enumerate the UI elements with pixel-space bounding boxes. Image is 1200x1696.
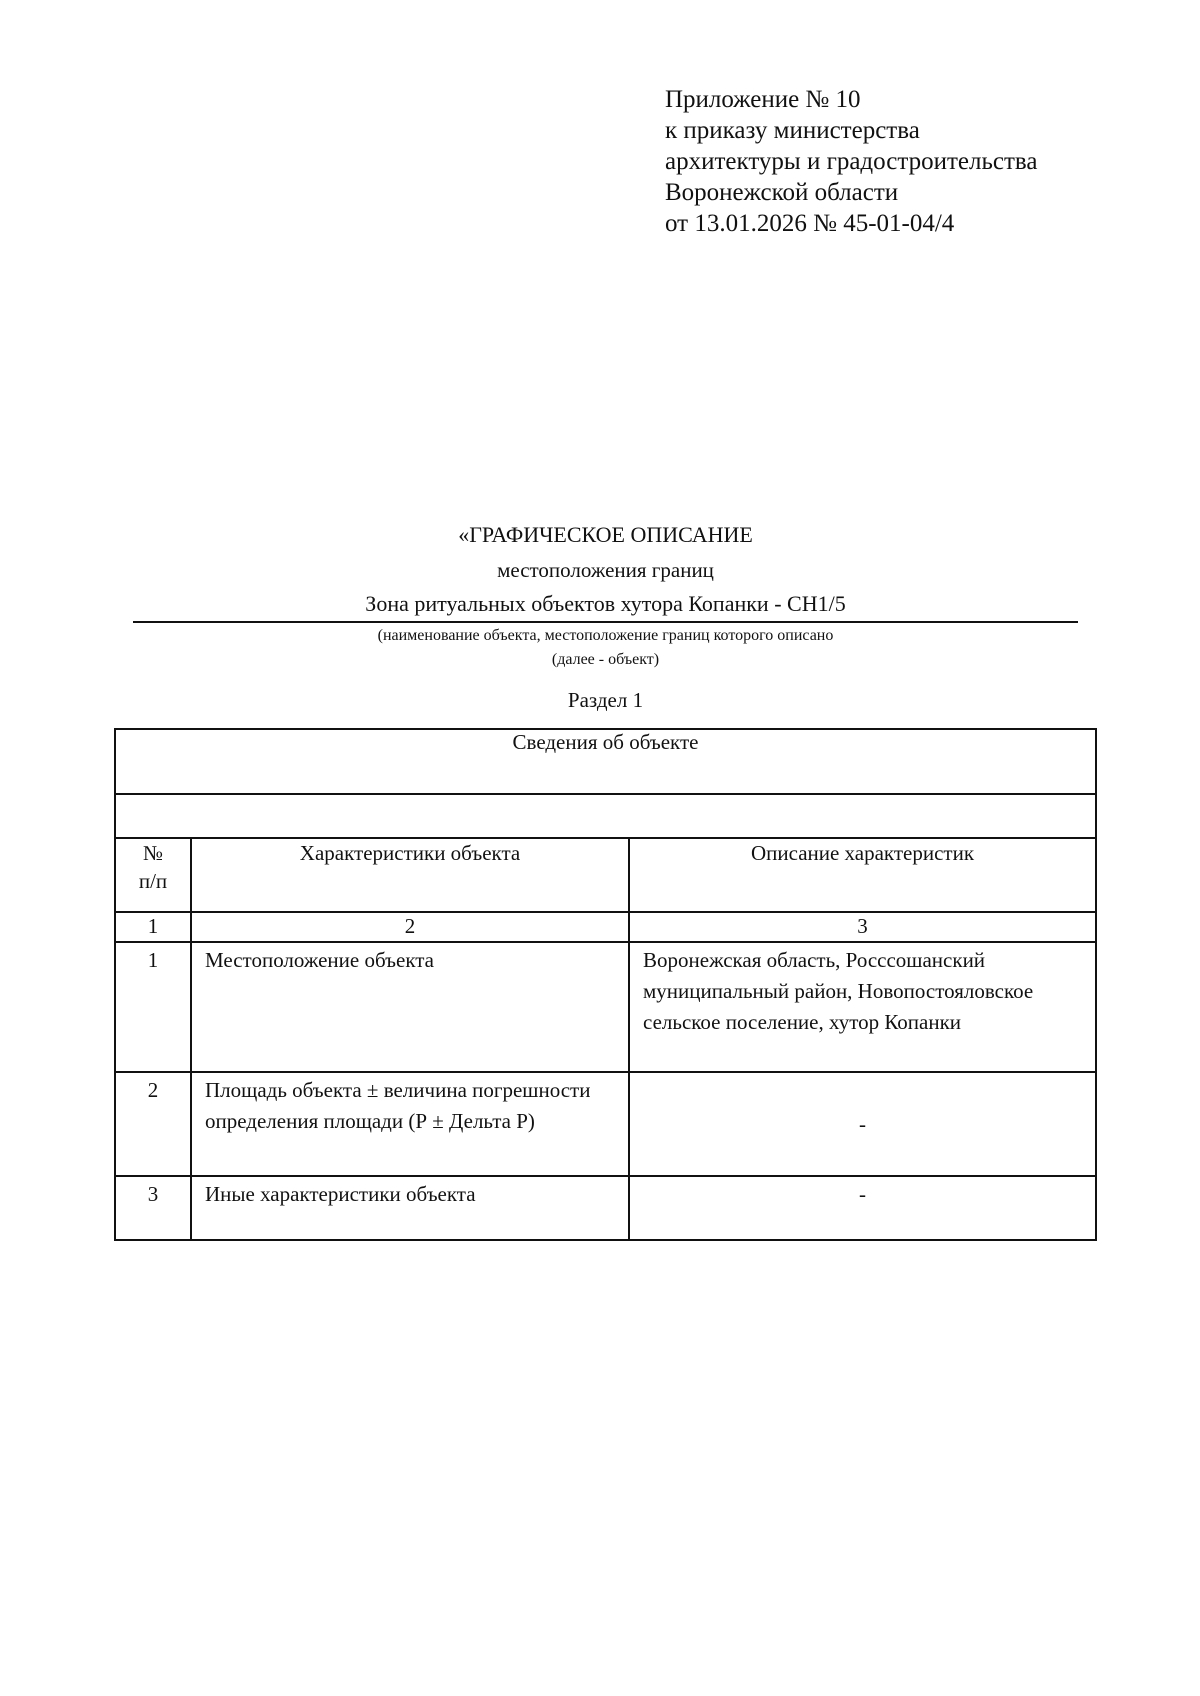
row-number: 2: [115, 1072, 191, 1176]
table-row: [115, 1072, 1096, 1176]
object-info-table: [114, 728, 1097, 1241]
column-number: 3: [629, 912, 1096, 942]
appendix-line: Воронежской области: [665, 179, 899, 206]
appendix-block: [665, 84, 1037, 239]
column-number: 2: [191, 912, 629, 942]
row-number: 3: [115, 1176, 191, 1240]
document-subtitle: местоположения границ: [497, 558, 714, 582]
column-number-row: [115, 912, 1096, 942]
table-heading: Сведения об объекте: [115, 729, 1096, 794]
table-row: [115, 1176, 1096, 1240]
column-header-description: Описание характеристик: [629, 838, 1096, 912]
empty-cell: [115, 794, 1096, 838]
table-heading-row: [115, 729, 1096, 794]
caption-line: (далее - объект): [551, 651, 660, 668]
table-row: [115, 942, 1096, 1072]
column-header-characteristic: Характеристики объекта: [191, 838, 629, 912]
num-header-line: №: [142, 841, 164, 865]
row-description: -: [629, 1176, 1096, 1240]
column-number: 1: [115, 912, 191, 942]
object-name: Зона ритуальных объектов хутора Копанки - СН1/5: [133, 590, 1078, 623]
num-header-line: п/п: [138, 869, 168, 893]
appendix-line: от 13.01.2026 № 45-01-04/4: [665, 210, 955, 237]
object-caption: [133, 624, 1078, 672]
caption-line: (наименование объекта, местоположение границ которого описано: [377, 627, 834, 644]
row-characteristic: Иные характеристики объекта: [191, 1176, 629, 1240]
section-label: Раздел 1: [567, 688, 644, 712]
row-number: 1: [115, 942, 191, 1072]
row-description: -: [629, 1072, 1096, 1176]
table-empty-row: [115, 794, 1096, 838]
column-header-num: [115, 838, 191, 912]
appendix-line: к приказу министерства: [665, 117, 920, 144]
document-title: «ГРАФИЧЕСКОЕ ОПИСАНИЕ: [458, 522, 753, 547]
appendix-line: Приложение № 10: [665, 86, 861, 113]
row-characteristic: Местоположение объекта: [191, 942, 629, 1072]
row-description: Воронежская область, Росссошанский муниципальный район, Новопостояловское сельское поселение, хутор Копанки: [629, 942, 1096, 1072]
appendix-line: архитектуры и градостроительства: [665, 148, 1038, 175]
row-characteristic: Площадь объекта ± величина погрешности определения площади (Р ± Дельта Р): [191, 1072, 629, 1176]
column-header-row: [115, 838, 1096, 912]
